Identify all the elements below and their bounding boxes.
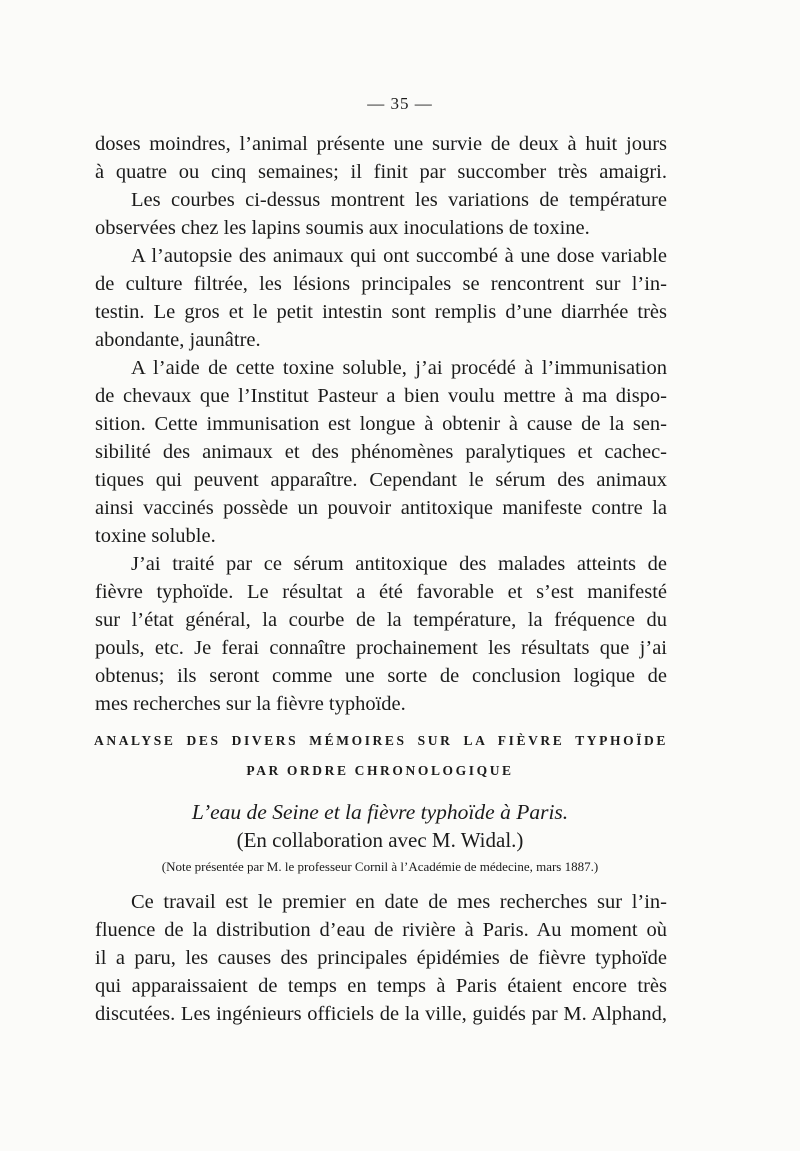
- text-line: sur l’état général, la courbe de la température, la fréquence du: [95, 609, 667, 631]
- text-line: mes recherches sur la fièvre typhoïde.: [95, 693, 406, 715]
- memoir-subtitle: (En collaboration avec M. Widal.): [236, 828, 524, 852]
- text-line: qui apparaissaient de temps en temps à Paris étaient encore très: [95, 975, 667, 997]
- text-line: toxine soluble.: [95, 525, 216, 547]
- text-line: ainsi vaccinés possède un pouvoir antitoxique manifeste contre la: [95, 497, 667, 519]
- text-line: fièvre typhoïde. Le résultat a été favorable et s’est manifesté: [95, 581, 667, 603]
- text-line: sition. Cette immunisation est longue à obtenir à cause de la sen-: [95, 413, 667, 435]
- text-line: A l’autopsie des animaux qui ont succombé à une dose variable: [131, 245, 667, 267]
- section-heading: ANALYSE DES DIVERS MÉMOIRES SUR LA FIÈVRE TYPHOÏDE: [94, 733, 668, 748]
- memoir-note: (Note présentée par M. le professeur Cornil à l’Académie de médecine, mars 1887.): [161, 859, 599, 874]
- text-line: Les courbes ci-dessus montrent les variations de température: [131, 189, 667, 211]
- text-line: il a paru, les causes des principales épidémies de fièvre typhoïde: [95, 947, 667, 969]
- page-number: — 35 —: [367, 94, 433, 113]
- text-line: à quatre ou cinq semaines; il finit par succomber très amaigri.: [95, 161, 667, 183]
- body-text-bottom: [95, 888, 667, 1028]
- text-line: obtenus; ils seront comme une sorte de conclusion logique de: [95, 665, 667, 687]
- text-line: de chevaux que l’Institut Pasteur a bien voulu mettre à ma dispo-: [95, 385, 667, 407]
- text-line: de culture filtrée, les lésions principales se rencontrent sur l’in-: [95, 273, 667, 295]
- text-line: Ce travail est le premier en date de mes recherches sur l’in-: [131, 891, 667, 913]
- text-line: tiques qui peuvent apparaître. Cependant le sérum des animaux: [95, 469, 667, 491]
- text-line: abondante, jaunâtre.: [95, 329, 261, 351]
- text-line: fluence de la distribution d’eau de rivière à Paris. Au moment où: [95, 919, 667, 941]
- text-line: A l’aide de cette toxine soluble, j’ai procédé à l’immunisation: [131, 357, 667, 379]
- text-line: pouls, etc. Je ferai connaître prochainement les résultats que j’ai: [95, 637, 667, 659]
- text-line: observées chez les lapins soumis aux inoculations de toxine.: [95, 217, 590, 239]
- section-subheading: PAR ORDRE CHRONOLOGIQUE: [246, 763, 514, 778]
- text-line: sibilité des animaux et des phénomènes paralytiques et cachec-: [95, 441, 667, 463]
- text-line: testin. Le gros et le petit intestin sont remplis d’une diarrhée très: [95, 301, 667, 323]
- text-line: discutées. Les ingénieurs officiels de la ville, guidés par M. Alphand,: [95, 1003, 667, 1025]
- memoir-title: L’eau de Seine et la fièvre typhoïde à Paris.: [191, 800, 569, 824]
- body-text-top: [95, 130, 667, 718]
- text-line: J’ai traité par ce sérum antitoxique des malades atteints de: [131, 553, 667, 575]
- text-line: doses moindres, l’animal présente une survie de deux à huit jours: [95, 133, 667, 155]
